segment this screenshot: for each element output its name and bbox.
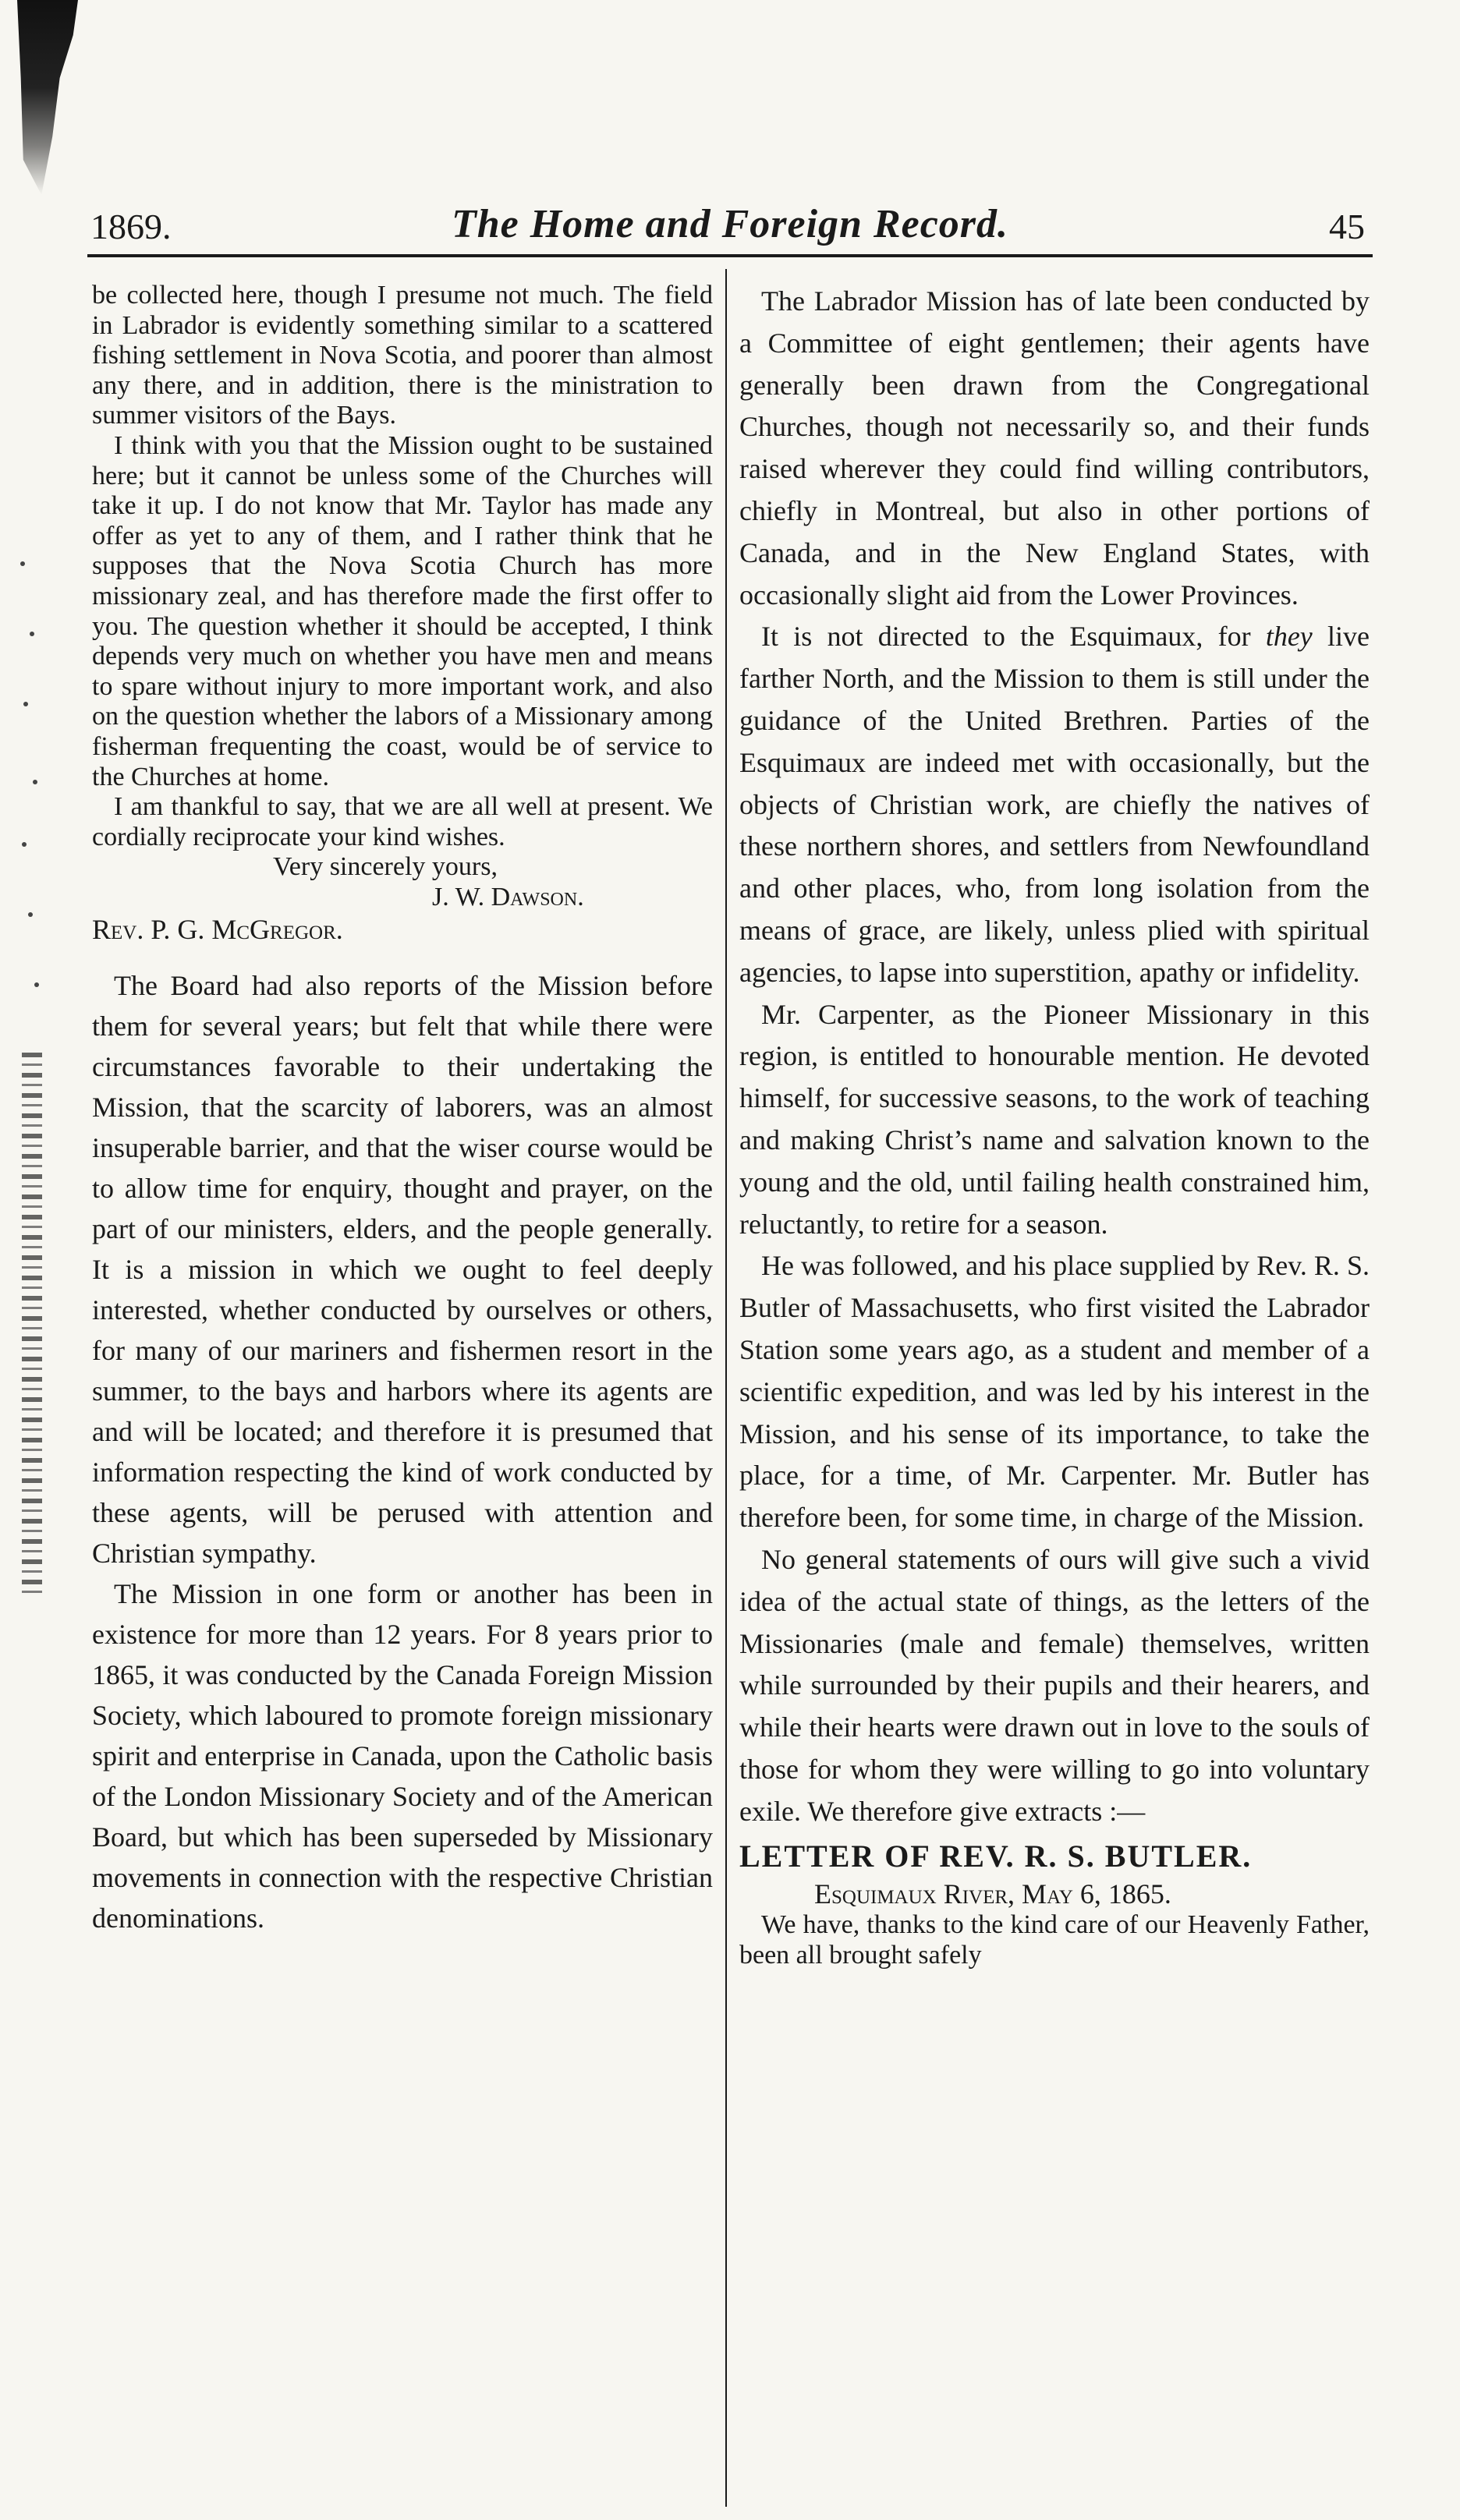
- page-edge-strip: [22, 1053, 42, 1598]
- body-paragraph: The Board had also reports of the Mission before them for several years; but felt that while there were circumstances favorable to their undertaking the Mission, that the scarcity of laborers, was an almost insuperable barrier, and that the wiser course would be to allow time for enquiry, thought and prayer, on the part of our ministers, elders, and the people generally. It is a mission in which we ought to feel deeply interested, whether conducted by ourselves or others, for many of our mariners and fishermen resort in the summer, to the bays and harbors where its agents are and will be located; and therefore it is presumed that information respecting the kind of work conducted by these agents, will be perused with attention and Christian sympathy.: [92, 970, 713, 1570]
- journal-title: The Home and Foreign Record.: [451, 202, 1009, 246]
- letter-addressee: Rev. P. G. McGregor.: [92, 914, 343, 946]
- page-edge-specks: [16, 546, 47, 1029]
- body-paragraph: He was followed, and his place supplied by Rev. R. S. Butler of Massachusetts, who first visited the Labrador Station some years ago, as a student and member of a scientific expedition, and was led by his interest in the Mission, and his sense of its importance, to take the place, for a time, of Mr. Carpenter. Mr. Butler has therefore been, for some time, in charge of the Mission.: [739, 1250, 1370, 1534]
- letter-paragraph: be collected here, though I presume not much. The field in Labrador is evidently something similar to a scattered fishing settlement in Nova Scotia, and poorer than almost any there, and in addition, there is the ministration to summer visitors of the Bays.: [92, 281, 713, 430]
- letter-paragraph: I think with you that the Mission ought to be sustained here; but it cannot be unless some of the Churches will take it up. I do not know that Mr. Taylor has made any offer as yet to any of them, and I rather think that he supposes that the Nova Scotia Church has more missionary zeal, and has therefore made the first offer to you. The question whether it should be accepted, I think depends very much on whether you have men and means to spare without injury to more important work, and also on the question whether the labors of a Missionary among fisherman frequenting the coast, would be of service to the Churches at home.: [92, 430, 713, 791]
- paragraph-text: live farther North, and the Mission to them is still under the guidance of the United Brethren. Parties of the Esquimaux are indeed met with occasionally, but the objects of Christian work, are chiefly the natives of these northern shores, and settlers from Newfoundland and other places, who, from long isolation from the means of grace, are likely, unless plied with spiritual agencies, to lapse into superstition, apathy or infidelity.: [739, 621, 1370, 988]
- letter-text: We have, thanks to the kind care of our Heavenly Father, been all brought safely: [739, 1910, 1370, 1970]
- body-paragraph: [739, 616, 1370, 993]
- body-paragraph: Mr. Carpenter, as the Pioneer Missionary in this region, is entitled to honourable mention. He devoted himself, for successive seasons, to the work of teaching and making Christ’s name and salvation known to the young and the old, until failing health constrained him, reluctantly, to retire for a season.: [739, 998, 1370, 1240]
- left-column: [92, 281, 713, 1938]
- page-number: 45: [1329, 207, 1365, 246]
- paragraph-text: It is not directed to the Esquimaux, for: [761, 621, 1266, 653]
- letter-paragraph: I am thankful to say, that we are all well at present. We cordially reciprocate your kind wishes.: [92, 792, 713, 851]
- page-edge-blot: [17, 0, 78, 195]
- right-column: [739, 281, 1370, 1971]
- letter-closing: Very sincerely yours,: [273, 852, 498, 882]
- body-paragraph: No general statements of ours will give such a vivid idea of the actual state of things, as the letters of the Missionaries (male and female) themselves, written while surrounded by their pupils and their hearers, and while their hearts were drawn out in love to the souls of those for whom they were willing to go into voluntary exile. We therefore give extracts :—: [739, 1543, 1370, 1827]
- page-header: [87, 196, 1373, 257]
- letter-heading: LETTER OF REV. R. S. BUTLER.: [739, 1839, 1253, 1874]
- body-paragraph: The Mission in one form or another has been in existence for more than 12 years. For 8 years prior to 1865, it was conducted by the Canada Foreign Mission Society, which laboured to promote foreign missionary spirit and enterprise in Canada, upon the Catholic basis of the London Missionary Society and of the American Board, but which has been superseded by Missionary movements in connection with the respective Christian denominations.: [92, 1578, 713, 1934]
- header-year: 1869.: [90, 207, 172, 246]
- column-divider: [725, 269, 727, 2507]
- italic-word: they: [1265, 621, 1313, 653]
- letter-signature: J. W. Dawson.: [432, 882, 584, 911]
- body-paragraph: The Labrador Mission has of late been conducted by a Committee of eight gentlemen; their agents have generally been drawn from the Congregational Churches, though not necessarily so, and their funds raised wherever they could find willing contributors, chiefly in Montreal, but also in other portions of Canada, and in the New England States, with occasionally slight aid from the Lower Provinces.: [739, 285, 1370, 611]
- letter-place-date: Esquimaux River, May 6, 1865.: [814, 1878, 1171, 1910]
